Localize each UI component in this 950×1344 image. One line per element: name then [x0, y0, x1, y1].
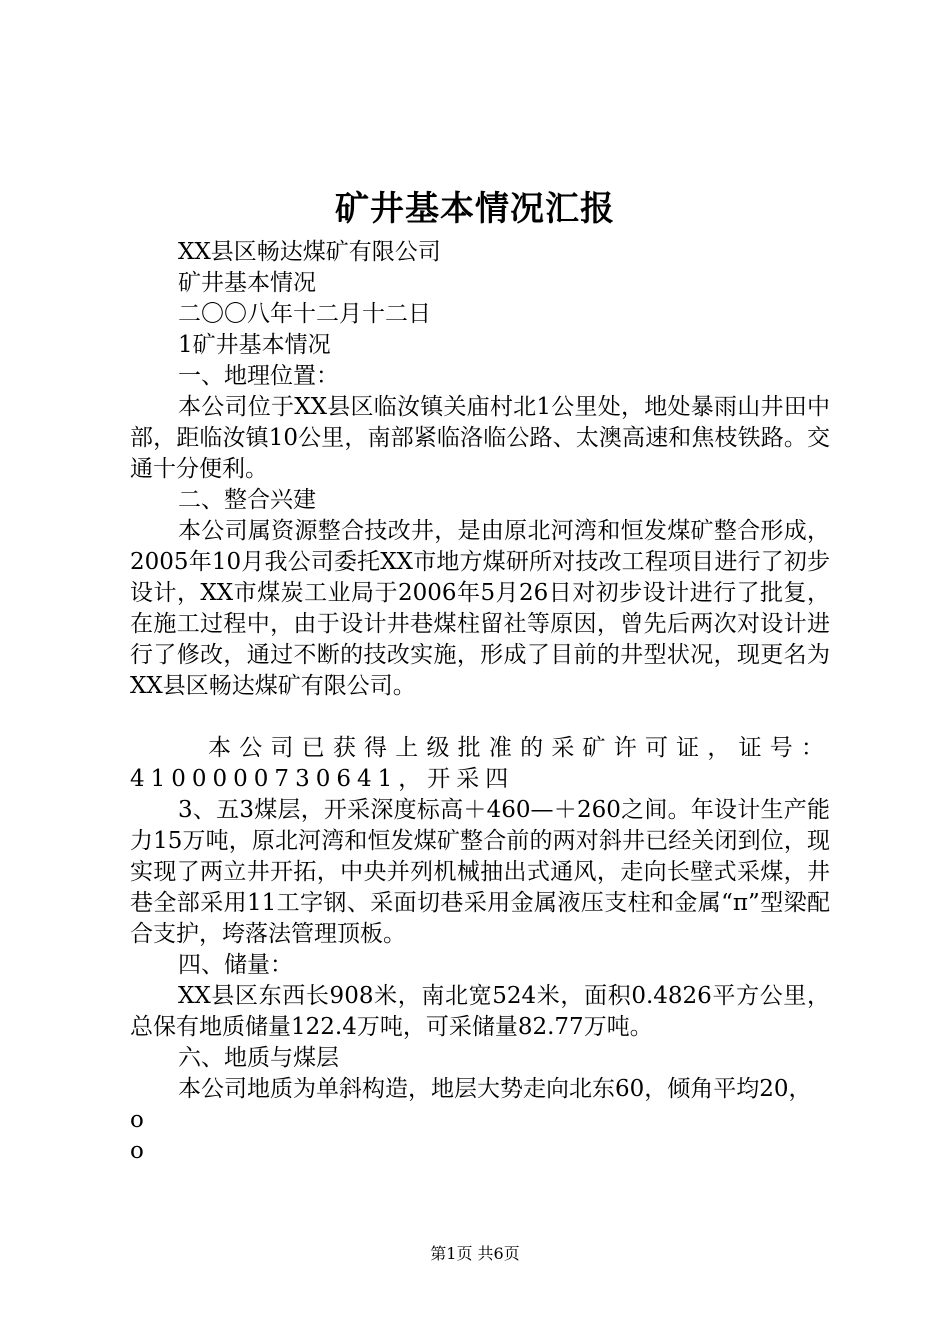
company-name: XX县区畅达煤矿有限公司	[178, 239, 441, 265]
section-heading: 二、整合兴建	[178, 487, 316, 513]
body-paragraph: 本公司地质为单斜构造，地层大势走向北东60，倾角平均20，	[178, 1076, 812, 1102]
body-paragraph: XX县区东西长908米，南北宽524米，面积0.4826平方公里，总保有地质储量122.4万吨，可采储量82.77万吨。	[130, 983, 830, 1040]
list-marker: o	[130, 1107, 144, 1133]
document-title: 矿井基本情况汇报	[335, 189, 615, 229]
section-heading: 六、地质与煤层	[178, 1045, 339, 1071]
subtitle: 矿井基本情况	[178, 270, 316, 296]
body-paragraph: 本公司位于XX县区临汝镇关庙村北1公里处，地处暴雨山井田中部，距临汝镇10公里，南部紧临洛临公路、太澳高速和焦枝铁路。交通十分便利。	[130, 394, 830, 482]
blank-line	[130, 702, 830, 733]
section-heading: 四、储量：	[178, 952, 293, 978]
page-footer: 第1页 共6页	[430, 1244, 520, 1263]
section-heading: 一、地理位置：	[178, 363, 339, 389]
report-date: 二〇〇八年十二月十二日	[178, 301, 431, 327]
document-body	[130, 237, 830, 1167]
body-paragraph: 3、五3煤层，开采深度标高＋460—＋260之间。年设计生产能力15万吨，原北河湾和恒发煤矿整合前的两对斜井已经关闭到位，现实现了两立井开拓，中央并列机械抽出式通风，走向长壁式采煤，井巷全部采用11工字钢、采面切巷采用金属液压支柱和金属“π”型梁配合支护，垮落法管理顶板。	[130, 797, 830, 947]
body-paragraph: 本公司已获得上级批准的采矿许可证，证号：4100000730641，开采四	[130, 735, 830, 792]
section-heading: 1矿井基本情况	[178, 332, 331, 358]
list-marker: o	[130, 1138, 144, 1164]
body-paragraph: 本公司属资源整合技改井，是由原北河湾和恒发煤矿整合形成，2005年10月我公司委托XX市地方煤研所对技改工程项目进行了初步设计，XX市煤炭工业局于2006年5月26日对初步设计进行了批复，在施工过程中，由于设计井巷煤柱留社等原因，曾先后两次对设计进行了修改，通过不断的技改实施，形成了目前的井型状况，现更名为XX县区畅达煤矿有限公司。	[130, 518, 830, 699]
